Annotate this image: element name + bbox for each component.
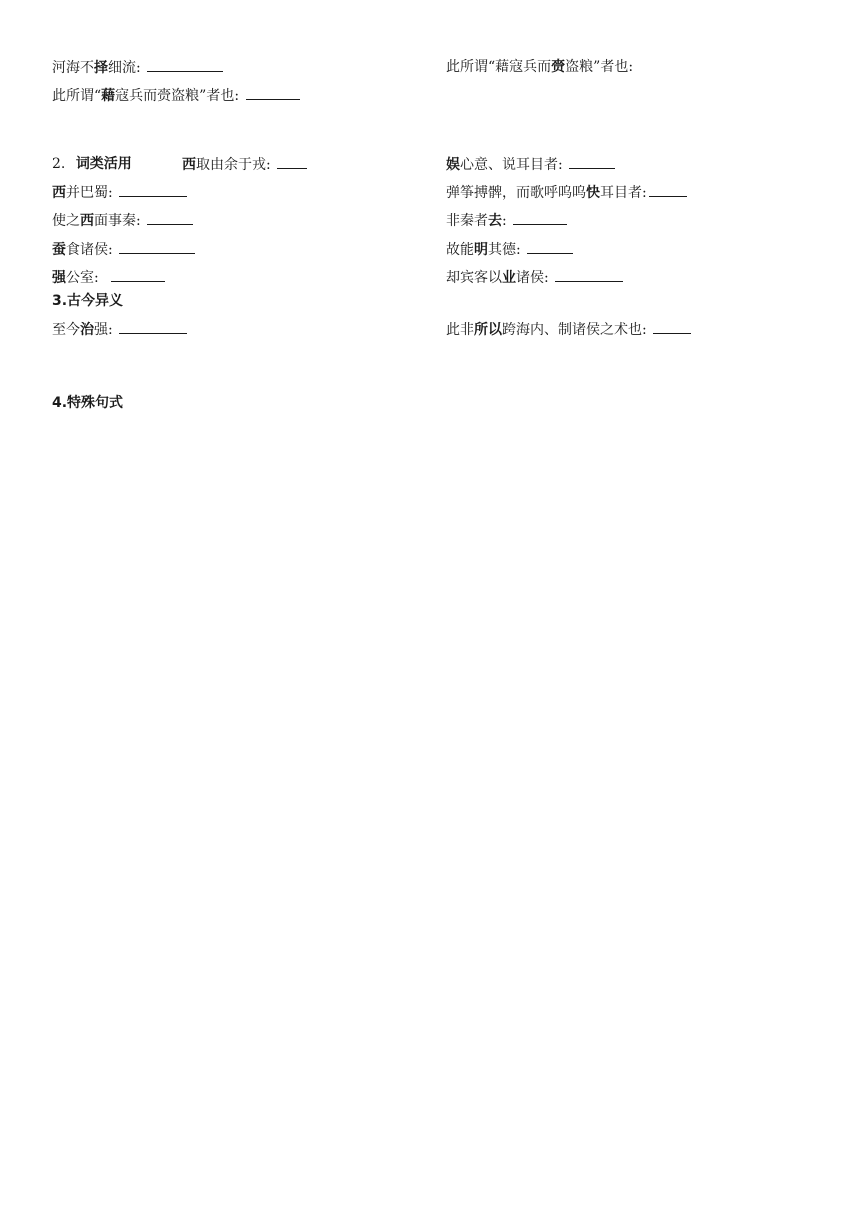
question-text: 此所谓“ [52, 88, 102, 104]
answer-blank[interactable] [246, 86, 300, 100]
answer-blank[interactable] [555, 268, 623, 282]
answer-blank[interactable] [277, 155, 307, 169]
question-text: 此所谓“藉寇兵而 [446, 59, 552, 75]
key-character: 藉 [101, 88, 116, 104]
question-text: 故能 [446, 242, 474, 258]
question-text: 公室: [66, 270, 104, 286]
question-text: 细流: [108, 60, 146, 76]
question-text: 此非 [446, 322, 474, 338]
question-text: 盗粮”者也: [565, 59, 634, 75]
key-character: 蚕 [52, 242, 66, 258]
question-ye [446, 268, 623, 287]
question-text: 河海不 [52, 60, 94, 76]
question-suoyi [446, 320, 691, 339]
key-character: 所以 [474, 322, 502, 338]
key-character: 娱 [446, 157, 460, 173]
key-character: 西 [52, 185, 66, 201]
key-character: 明 [474, 242, 488, 258]
question-text: 诸侯: [516, 270, 554, 286]
question-text: 并巴蜀: [66, 185, 118, 201]
key-character: 西 [80, 213, 94, 229]
question-xi-3 [52, 211, 193, 230]
question-text: 非秦者 [446, 213, 488, 229]
question-text: 强: [94, 322, 118, 338]
question-yu [446, 155, 615, 174]
question-text: 寇兵而赍盗粮”者也: [115, 88, 244, 104]
question-kuai [446, 183, 687, 202]
question-jie [52, 86, 300, 105]
answer-blank[interactable] [119, 183, 187, 197]
key-character: 业 [502, 270, 516, 286]
section-2-heading [52, 155, 132, 173]
question-text: 使之 [52, 213, 80, 229]
question-text: : [502, 213, 512, 229]
section-title: 词类活用 [75, 156, 132, 172]
question-xi-1 [182, 155, 307, 174]
question-text: 至今 [52, 322, 80, 338]
key-character: 西 [182, 157, 196, 173]
question-text: 食诸侯: [66, 242, 118, 258]
answer-blank[interactable] [147, 58, 223, 72]
key-character: 治 [80, 322, 94, 338]
answer-blank[interactable] [147, 211, 193, 225]
question-text: 取由余于戎: [196, 157, 276, 173]
key-character: 择 [94, 60, 108, 76]
question-text: 其德: [488, 242, 526, 258]
question-text: 却宾客以 [446, 270, 502, 286]
question-text: 面事秦: [94, 213, 146, 229]
section-3-heading: 3.古今异义 [52, 293, 124, 309]
question-text: 跨海内、制诸侯之术也: [502, 322, 652, 338]
question-text: 弹筝搏髀，而歌呼呜呜 [446, 185, 586, 201]
answer-blank[interactable] [111, 268, 165, 282]
answer-blank[interactable] [649, 183, 687, 197]
answer-blank[interactable] [653, 320, 691, 334]
question-zhi [52, 320, 187, 339]
key-character: 快 [586, 185, 600, 201]
answer-blank[interactable] [527, 240, 573, 254]
question-can [52, 240, 195, 259]
key-character: 赍 [551, 59, 566, 75]
question-qu [446, 211, 567, 230]
answer-blank[interactable] [119, 320, 187, 334]
question-ze [52, 58, 223, 77]
question-qiang [52, 268, 165, 287]
question-xi-2 [52, 183, 187, 202]
question-text: 耳目者: [600, 185, 647, 201]
section-number: 2. [52, 156, 66, 172]
question-ming [446, 240, 573, 259]
question-text: 心意、说耳目者: [460, 157, 568, 173]
answer-blank[interactable] [513, 211, 567, 225]
answer-blank[interactable] [569, 155, 615, 169]
section-4-heading: 4.特殊句式 [52, 395, 124, 411]
key-character: 强 [52, 270, 66, 286]
question-ji [446, 58, 633, 76]
answer-blank[interactable] [119, 240, 195, 254]
key-character: 去 [488, 213, 502, 229]
